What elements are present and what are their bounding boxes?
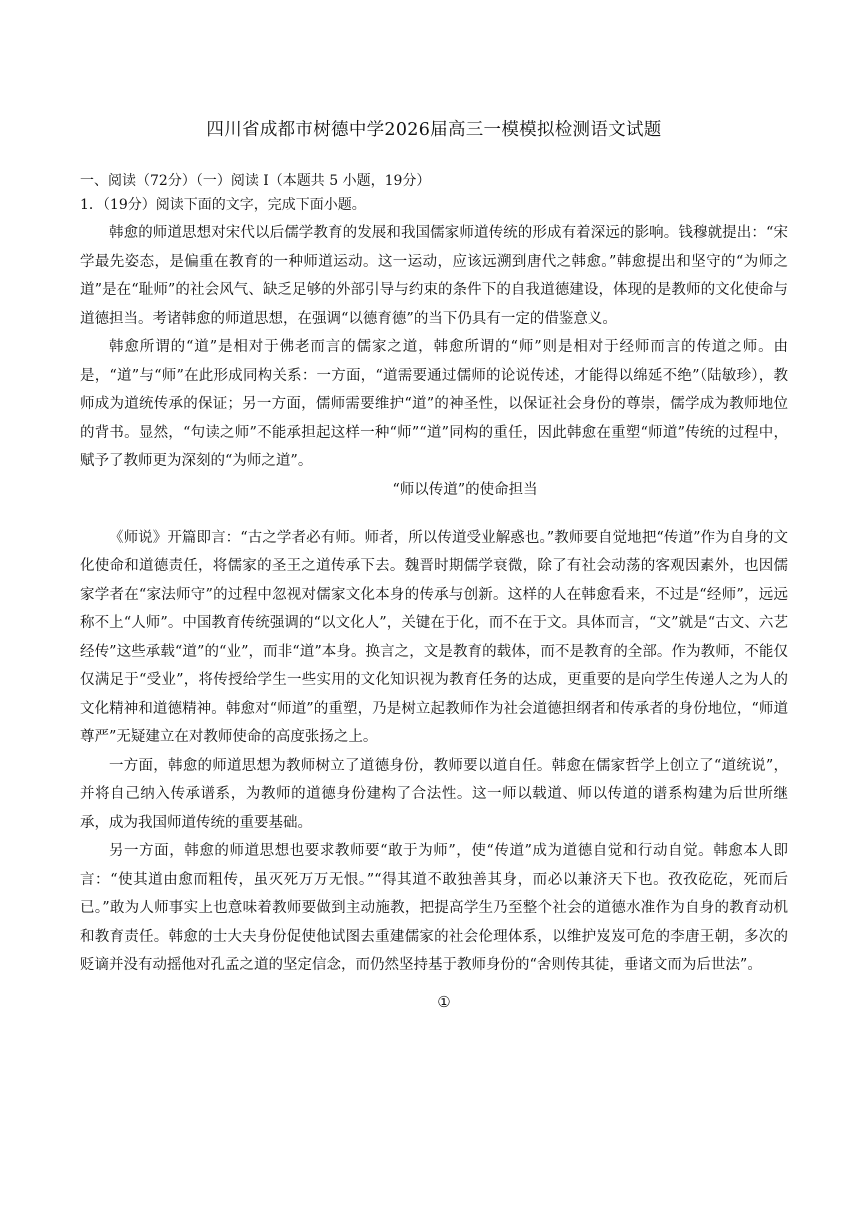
paragraph-1: 韩愈的师道思想对宋代以后儒学教育的发展和我国儒家师道传统的形成有着深远的影响。钱穆就提出：“宋学最先姿态，是偏重在教育的一种师道运动。这一运动，应该远溯到唐代之韩愈。”韩愈提出和坚守的“为师之道”是在“耻师”的社会风气、缺乏足够的外部引导与约束的条件下的自我道德建设，体现的是教师的文化使命与道德担当。考诸韩愈的师道思想，在强调“以德育德”的当下仍具有一定的借鉴意义。 <box>80 225 788 327</box>
section-subheading: “师以传道”的使命担当 <box>392 481 538 498</box>
paragraph-5: 另一方面，韩愈的师道思想也要求教师要“敢于为师”，使“传道”成为道德自觉和行动自觉。韩愈本人即言：“使其道由愈而粗传，虽灭死万万无恨。”“得其道不敢独善其身，而必以兼济天下也。孜孜矻矻，死而后已。”敢为人师事实上也意味着教师要做到主动施教，把提高学生乃至整个社会的道德水准作为自身的教育动机和教育责任。韩愈的士大夫身份促使他试图去重建儒家的社会伦理体系，以维护岌岌可危的李唐王朝，多次的贬谪并没有动摇他对孔孟之道的坚定信念，而仍然坚持基于教师身份的“舍则传其徒，垂诸文而为后世法”。 <box>80 843 788 973</box>
section-marker: ① <box>437 992 451 1011</box>
document-title: 四川省成都市树德中学2026届高三一模模拟检测语文试题 <box>206 120 662 140</box>
paragraph-3: 《师说》开篇即言：“古之学者必有师。师者，所以传道受业解惑也。”教师要自觉地把“传道”作为自身的文化使命和道德责任，将儒家的圣王之道传承下去。魏晋时期儒学衰微，除了有社会动荡的客观因素外，也因儒家学者在“家法师守”的过程中忽视对儒家文化本身的传承与创新。这样的人在韩愈看来，不过是“经师”，远远称不上“人师”。中国教育传统强调的“以文化人”，关键在于化，而不在于文。具体而言，“文”就是“古文、六艺经传”这些承载“道”的“业”，而非“道”本身。换言之，文是教育的载体，而不是教育的全部。作为教师，不能仅仅满足于“受业”，将传授给学生一些实用的文化知识视为教育任务的达成，更重要的是向学生传递人之为人的文化精神和道德精神。韩愈对“师道”的重塑，乃是树立起教师作为社会道德担纲者和传承者的身份地位，“师道尊严”无疑建立在对教师使命的高度张扬之上。 <box>80 529 788 745</box>
section-heading: 一、阅读（72分）（一）阅读 I（本题共 5 小题，19分） <box>80 173 431 189</box>
paragraph-2: 韩愈所谓的“道”是相对于佛老而言的儒家之道，韩愈所谓的“师”则是相对于经师而言的传道之师。由是，“道”与“师”在此形成同构关系：一方面，“道需要通过儒师的论说传述，才能得以绵延不绝”（陆敏珍），教师成为道统传承的保证；另一方面，儒师需要维护“道”的神圣性，以保证社会身份的尊崇，儒学成为教师地位的背书。显然，“句读之师”不能承担起这样一种“师”“道”同构的重任，因此韩愈在重塑“师道”传统的过程中，赋予了教师更为深刻的“为师之道”。 <box>80 339 788 469</box>
paragraph-4: 一方面，韩愈的师道思想为教师树立了道德身份，教师要以道自任。韩愈在儒家哲学上创立了“道统说”，并将自己纳入传承谱系，为教师的道德身份建构了合法性。这一师以载道、师以传道的谱系构建为后世所继承，成为我国师道传统的重要基础。 <box>80 757 788 831</box>
question-intro: 1．（19分）阅读下面的文字，完成下面小题。 <box>80 197 366 213</box>
